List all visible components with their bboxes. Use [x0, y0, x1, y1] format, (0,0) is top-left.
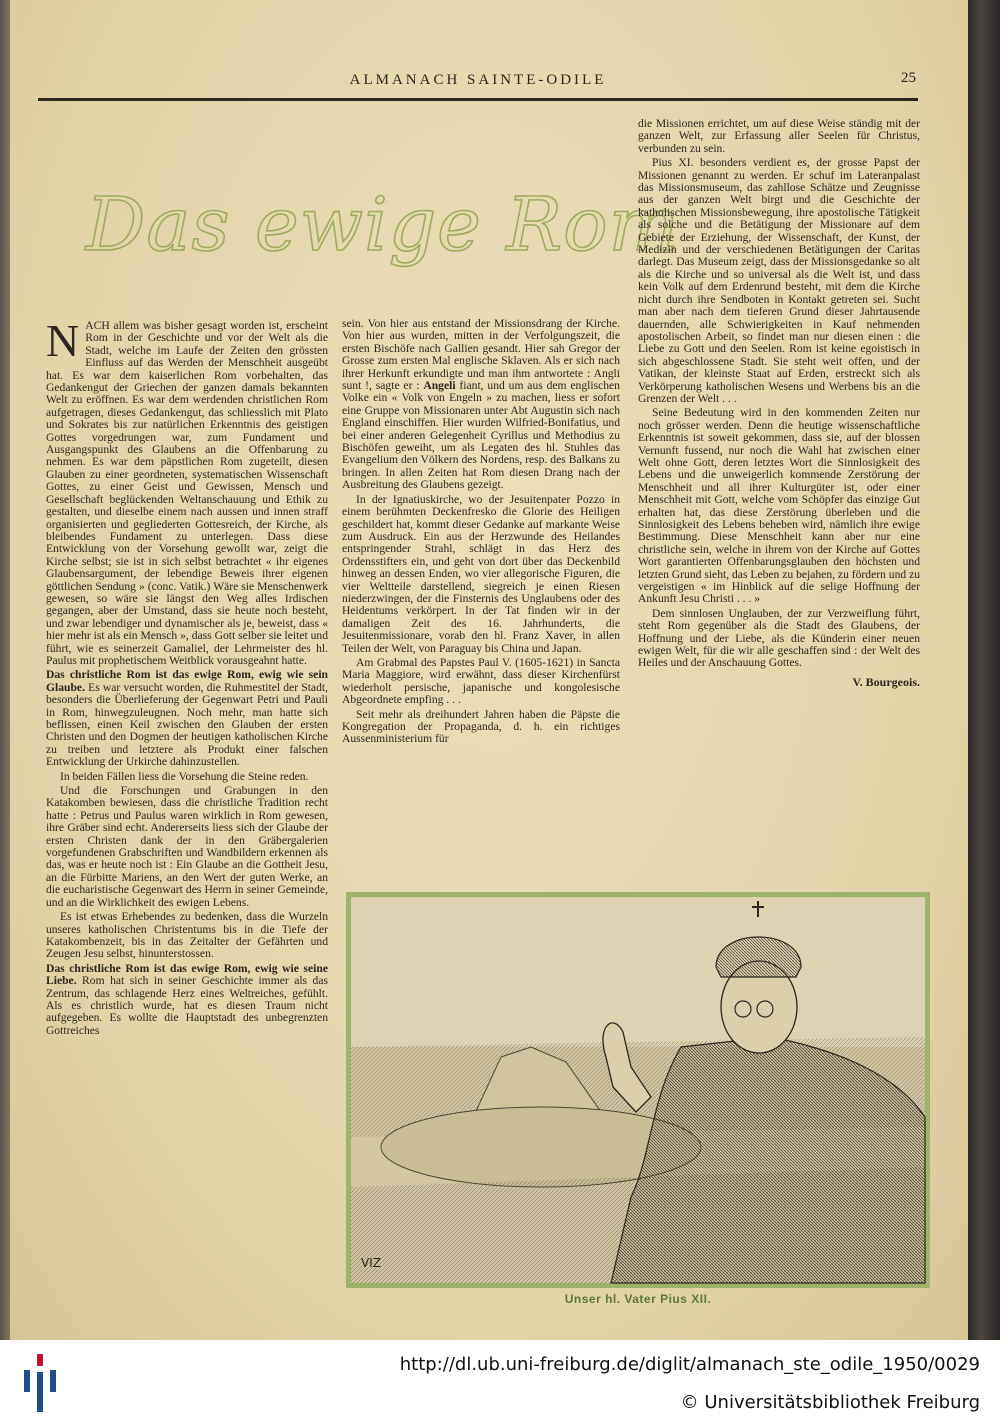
illustration-frame [346, 892, 930, 1288]
paragraph: die Missionen errichtet, um auf diese Weise ständig mit der ganzen Welt, zur Erfassung aller Seelen für Christus, verbunden zu sein. [638, 117, 920, 155]
paragraph: In der Ignatiuskirche, wo der Jesuitenpater Pozzo in einem berühmten Deckenfresko die Glorie des Heiligen geschildert hat, kommt dieser Gedanke auf markante Weise zum Ausdruck. Ein aus der Herzwunde des Heilandes entspringender Strahl, schlägt in das Herz des Ordensstifters ein, und geht von dort über das Deckenbild hinweg an dessen Enden, wo vier allegorische Figuren, die vier Weltteile darstellend, siegreich je einen Riesen niederzwingen, der die Finsternis des Unglaubens oder des Heidentums verkörpert. In der Tat finden wir in der damaligen Zeit des 16. Jahrhunderts, die Jesuitenmissionare, vorab den hl. Franz Xaver, in allen Teilen der Welt, von Paraguay bis China und Japan. [342, 492, 620, 655]
paragraph-text: Rom hat sich in seiner Geschichte immer als das Zentrum, das schlagende Herz eines Weltreiches, gefühlt. Als es christlich wurde, hat es diesen Traum nicht aufgegeben. Es wollte die Hauptstadt des unbegrenzten Gottreiches [46, 974, 328, 1037]
paragraph: In beiden Fällen liess die Vorsehung die Steine reden. [60, 769, 309, 783]
paragraph: Seine Bedeutung wird in den kommenden Zeiten nur noch grösser werden. Denn die heutige wissenschaftliche Erkenntnis ist soweit gekommen, dass sie, auf der blossen Vernunft fussend, nur noch die Wahl hat zwischen einer Welt ohne Gott, deren letztes Wort die Sinnlosigkeit des Lebens und die unweigerlich kommende Zerstörung der Menschheit und all ihrer Kulturgüter ist, oder einer Menschheit mit Gott, welche vom Schöpfer das einzige Gut erhalten hat, das diese Zerstörung überleben und die Sinnlosigkeit des Lebens beheben wird, nämlich ihre ewige Bestimmung. Diese Menschheit kann aber nur eine christliche sein, welche in ihrem von der Kirche auf Gottes Wort garantierten Offenbarungsglauben den höchsten und letzten Grund sieht, das Leben zu bejahen, zu fördern und zu vergeistigen « im Hinblick auf die selige Hoffnung der Ankunft Jesu Christi . . . » [638, 406, 921, 606]
paragraph: Und die Forschungen und Grabungen in den Katakomben bewiesen, dass die christliche Tradition recht hatte : Petrus und Paulus waren wirklich in Rom gewesen, ihre Gräber sind echt. Andererseits liess sich der Glaube der ersten Christen dank der in den Gräbergalerien vorgefundenen Grabschriften und Wandbildern erkennen als das, was er heute noch ist : Ein Glaube an die Gottheit Jesu, an die Fürbitte Mariens, an den Wert der guten Werke, an die eucharistische Gegenwart des Herrn in seiner Gemeinde, und an die Wirklichkeit des ewigen Lebens. [46, 784, 328, 909]
ub-freiburg-logo [20, 1350, 60, 1416]
paragraph-text: fiant, und um aus dem englischen Volke ein « Volk von Engeln » zu machen, liess er sofort eine Gruppe von Missionaren unter Abt Augustin sich nach England einschiffen. Hier wurden Wilfried-Bonifatius, und bei einer anderen Gelegenheit Cyrillus und Methodius zu Bischöfen geweiht, um als Legaten des hl. Stuhles das Evangelium den Völkern des Nordens, resp. des Balkans zu bringen. In allen Zeiten hat Rom diesen Drang nach der Ausbreitung des Glaubens gezeigt. [342, 379, 620, 492]
paragraph-text: sein. Von hier aus entstand der Missionsdrang der Kirche. Von hier aus wurden, mitten in der Verfolgungszeit, die ersten Bischöfe nach Gallien gesandt. Hier sah Gregor der Grosse zum ersten Mal englische Sklaven. Als er sich nach ihrer Herkunft erkundigte und man ihm antwortete : Angli sunt !, sagte er : [342, 317, 620, 393]
article-title-lettering [80, 170, 680, 280]
paragraph-lead: Das christliche Rom ist das ewige Rom, ewig wie seine Liebe. [46, 961, 328, 988]
pope-illustration [346, 892, 930, 1320]
book-spine [968, 0, 1000, 1340]
text-column-2 [342, 318, 620, 748]
paragraph: Es ist etwas Erhebendes zu bedenken, dass die Wurzeln unseres katholischen Christentums bis in die Tiefe der Katakombenzeit, bis in das Zeitalter der Gefährten und Zeugen Jesu selbst, hinunterstossen. [46, 910, 328, 961]
paragraph-text: ACH allem was bisher gesagt worden ist, erscheint Rom in der Geschichte und vor der Welt als die Stadt, welche im Laufe der Zeiten den grössten Einfluss auf das Werden der Menschheit ausgeübt hat. Es war dem kaiserlichen Rom vorbehalten, das Gedankengut der Griechen der ganzen damals bekannten Welt zu eröffnen. Es war dem werdenden christlichen Rom aufgetragen, dieses Gedankengut, das schliesslich mit Plato und Sokrates bis zur natürlichen Erkenntnis des geistigen Gottes vorgedrungen war, zum Fundament und Ausgangspunkt des Glaubens an die Offenbarung zu nehmen. Es war dem päpstlichen Rom zugeteilt, diesen Glauben zu einer geordneten, systematischen Wissenschaft Gottes, zu einer Geist und Gewissen, Mensch und Gesellschaft beglückenden Weltanschauung und Ethik zu gestalten, und dieselbe einem nach aussen und innen straff organisierten und gegliederten Gottesreich, der Kirche, als bleibendes Fundament zu unterlegen. Dass diese Entwicklung von der Vorsehung gewollt war, zeigt die Kirche selbst; sie ist in sich selbst betrachtet « ihr eigenes Glaubensargument, der lebendige Beweis ihrer eigenen göttlichen Sendung » (conc. Vatik.) Wäre sie Menschenwerk gewesen, so wäre sie längst den Weg alles Irdischen gegangen, aber der Umstand, dass sie heute noch besteht, und zwar lebendiger und dynamischer als je, beweist, dass « hier mehr ist als ein Mensch », dass Gott selber sie leitet und führt, wie es seinerzeit Gamaliel, der Lehrmeister des hl. Paulus mit prophetischem Weitblick vorausgeahnt hatte. [46, 319, 328, 667]
running-header [38, 66, 918, 102]
page-number: 25 [901, 70, 916, 86]
paragraph-lead: Das christliche Rom ist das ewige Rom, ewig wie sein Glaube. [46, 668, 328, 694]
paragraph: Pius XI. besonders verdient es, der grosse Papst der Missionen genannt zu werden. Er schuf im Lateranpalast das Missionsmuseum, das zahllose Schätze und Zeugnisse aus der ganzen Welt birgt und die Geschichte der katholischen Missionsbewegung, ihre apostolische Tätigkeit als solche und die Betätigung der Missionare auf dem Gebiete der Erziehung, der Wissenschaft, der Kunst, der Medizin und der verschiedenen Betätigungen der Caritas darlegt. Das Museum zeigt, dass der Missionsgedanke so alt als die Kirche und so universal als die Welt ist, und dass kein Volk auf dem Erdenrund besteht, mit dem die Kirche nicht durch ihre Sendboten in Kontakt getreten sei. Sucht man aber nach dem tieferen Grund dieser Jahrtausende dauernden, alle Schwierigkeiten in Kauf nehmenden apostolischen Arbeit, so findet man nur diesen einen : die Liebe zu Gott und den Seelen. Rom ist keine egoistisch in sich abgeschlossene Stadt. Sie steht weit offen, und der Vatikan, der kleinste Staat auf Erden, erstreckt sich als Verkörperung katholischen Wesens und Werbens bis an die Grenzen der Welt . . . [638, 156, 920, 405]
paragraph [46, 669, 328, 768]
emphasis-word: Angeli [423, 379, 456, 393]
running-title: ALMANACH SAINTE-ODILE [349, 72, 607, 88]
permalink-url[interactable]: http://dl.ub.uni-freiburg.de/diglit/almanach_ste_odile_1950/0029 [399, 1354, 980, 1375]
text-column-3 [638, 118, 920, 688]
copyright-notice: © Universitätsbibliothek Freiburg [680, 1392, 980, 1413]
paragraph: Dem sinnlosen Unglauben, der zur Verzweiflung führt, steht Rom gegenüber als die Stadt des Glaubens, der Hoffnung und der Liebe, als die Künderin einer neuen ewigen Welt, für die wir alle geschaffen sind : der Welt des Heiles und der Anschauung Gottes. [638, 606, 920, 670]
paragraph: Am Grabmal des Papstes Paul V. (1605-1621) in Sancta Maria Maggiore, wird erwähnt, dass dieser Kirchenfürst wiederholt persische, japanische und kongolesische Abgeordnete empfing . . . [342, 655, 620, 707]
header-rule [38, 98, 918, 101]
article-title-text: Das ewige Rom [86, 182, 680, 268]
author-signature: V. Bourgeois. [852, 674, 920, 689]
article-title [80, 170, 680, 280]
text-column-1 [46, 315, 328, 1039]
paragraph [46, 963, 328, 1037]
illustration-caption: Unser hl. Vater Pius XII. [564, 1292, 712, 1306]
paragraph-text: Es war versucht worden, die Ruhmestitel der Stadt, besonders die Überlieferung der Gegenwart Petri und Pauli in Rom, hinwegzuleugnen. Noch mehr, man hatte sich beflissen, einen Keil zwischen den Glauben der ersten Christen und den Dogmen der heutigen katholischen Kirche zu treiben und letztere als Produkt einer falschen Entwicklung der Urkirche dahinzustellen. [46, 680, 328, 769]
paragraph: Seit mehr als dreihundert Jahren haben die Päpste die Kongregation der Propaganda, d. h. ein richtiges Aussenministerium für [342, 707, 620, 746]
dropcap: N [46, 315, 80, 366]
library-footer [0, 1340, 1000, 1424]
paragraph [46, 315, 328, 667]
paragraph [342, 318, 620, 492]
engraving-drawing [351, 897, 925, 1283]
artist-monogram: VIZ [361, 1256, 381, 1270]
